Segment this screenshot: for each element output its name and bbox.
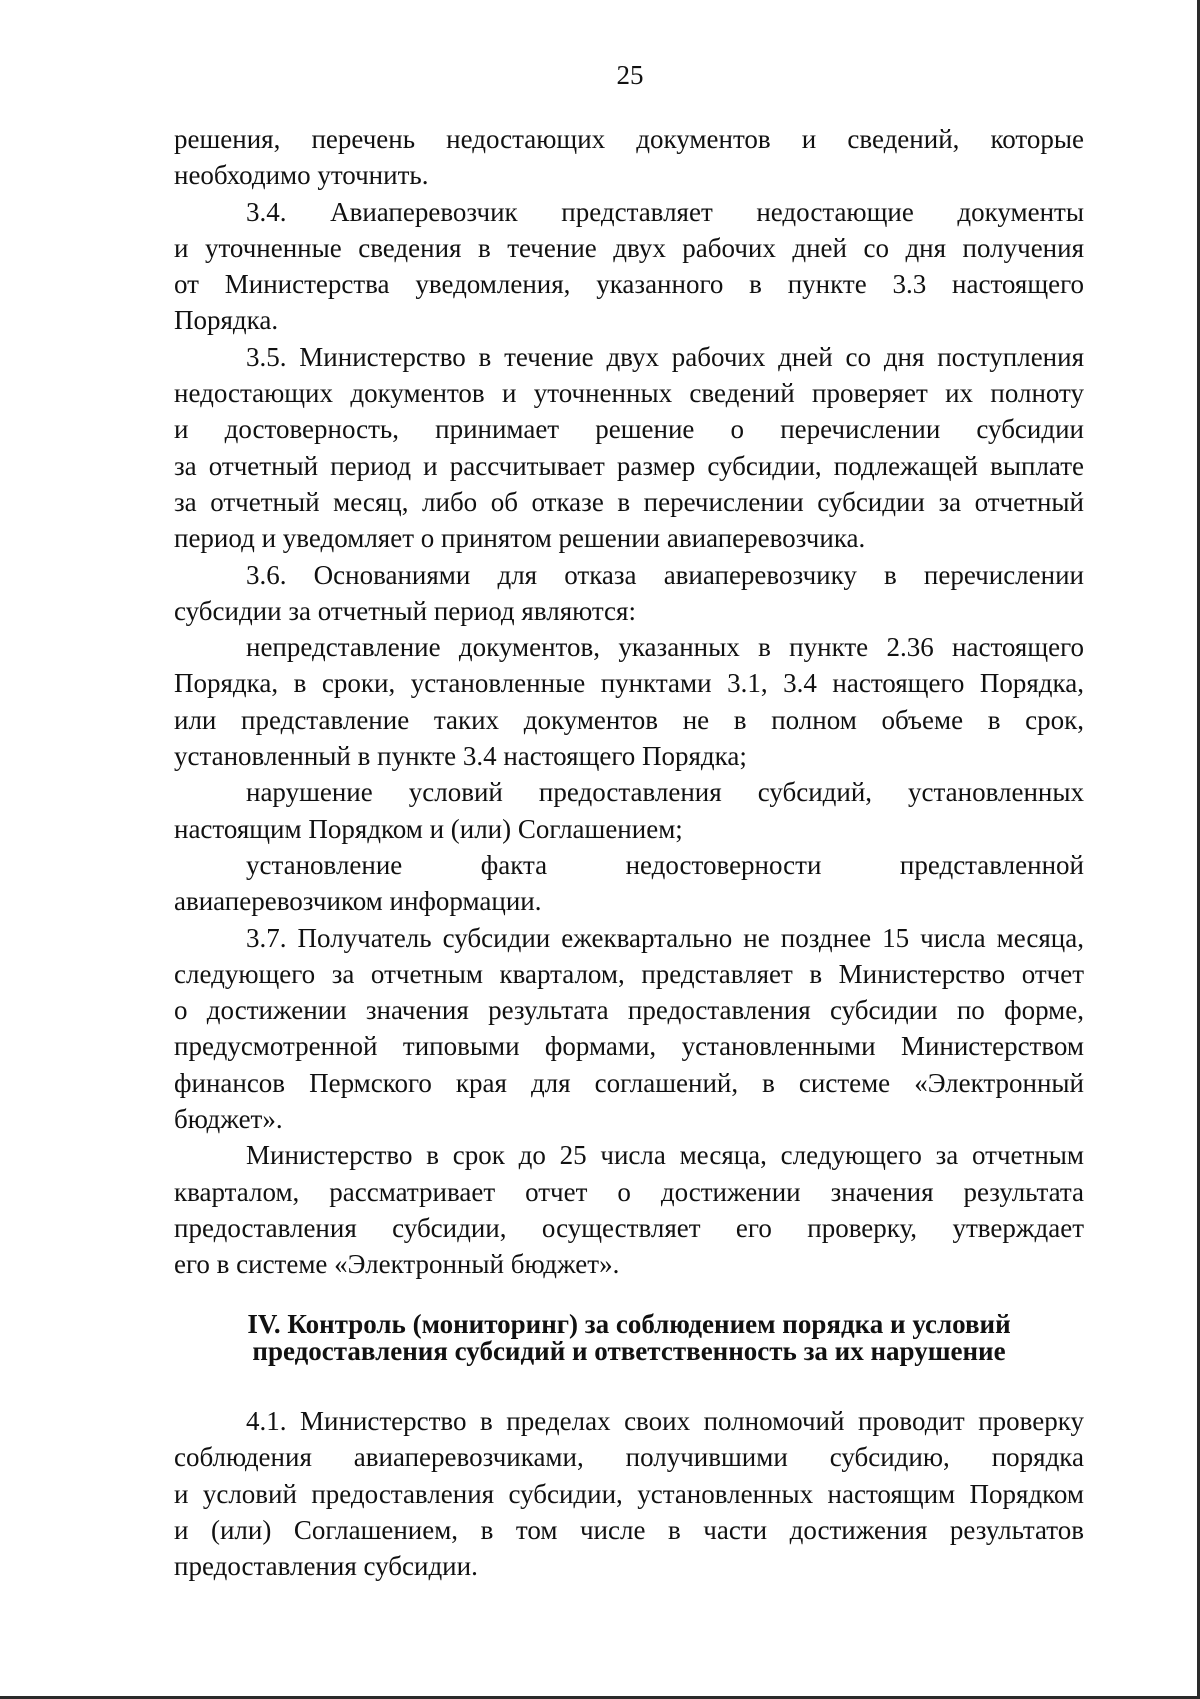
text-line: 3.4. Авиаперевозчик представляет недостающие документы xyxy=(246,196,1084,227)
text-line: финансов Пермского края для соглашений, в системе «Электронный xyxy=(174,1067,1084,1098)
text-line: Министерство в срок до 25 числа месяца, следующего за отчетным xyxy=(246,1140,1084,1171)
text-line: предусмотренной типовыми формами, установленными Министерством xyxy=(174,1031,1084,1062)
text-line: и уточненные сведения в течение двух рабочих дней со дня получения xyxy=(174,232,1084,263)
text-line: установленный в пункте 3.4 настоящего Порядка; xyxy=(174,741,747,772)
text-line: установление факта недостоверности представленной xyxy=(246,849,1084,880)
text-line: 3.6. Основаниями для отказа авиаперевозчику в перечислении xyxy=(246,559,1084,590)
text-line: предоставления субсидии. xyxy=(174,1551,478,1582)
text-line: за отчетный период и рассчитывает размер субсидии, подлежащей выплате xyxy=(174,450,1084,481)
text-line: предоставления субсидии, осуществляет его проверку, утверждает xyxy=(174,1212,1084,1243)
text-line: субсидии за отчетный период являются: xyxy=(174,595,636,626)
text-line: бюджет». xyxy=(174,1104,283,1135)
text-line: и условий предоставления субсидии, установленных настоящим Порядком xyxy=(174,1478,1084,1509)
text-line: от Министерства уведомления, указанного в пункте 3.3 настоящего xyxy=(174,269,1084,300)
text-line: 3.7. Получатель субсидии ежеквартально не позднее 15 числа месяца, xyxy=(246,922,1084,953)
text-line: его в системе «Электронный бюджет». xyxy=(174,1249,620,1280)
text-line: соблюдения авиаперевозчиками, получившими субсидию, порядка xyxy=(174,1442,1084,1473)
text-line: и (или) Соглашением, в том числе в части достижения результатов xyxy=(174,1514,1084,1545)
text-line: за отчетный месяц, либо об отказе в перечислении субсидии за отчетный xyxy=(174,486,1084,517)
text-line: авиаперевозчиком информации. xyxy=(174,886,542,917)
text-line: настоящим Порядком и (или) Соглашением; xyxy=(174,813,683,844)
text-line: следующего за отчетным кварталом, представляет в Министерство отчет xyxy=(174,958,1084,989)
section-3-body xyxy=(174,121,1084,1283)
heading-line: IV. Контроль (мониторинг) за соблюдением порядка и условий xyxy=(247,1309,1011,1339)
text-line: и достоверность, принимает решение о перечислении субсидии xyxy=(174,414,1084,445)
page-number: 25 xyxy=(616,60,644,90)
heading-line: предоставления субсидий и ответственность за их нарушение xyxy=(252,1336,1006,1366)
text-line: о достижении значения результата предоставления субсидии по форме, xyxy=(174,995,1084,1026)
text-line: или представление таких документов не в полном объеме в срок, xyxy=(174,704,1084,735)
section-4-heading xyxy=(174,1311,1084,1365)
text-line: Порядка. xyxy=(174,305,279,336)
text-line: непредставление документов, указанных в пункте 2.36 настоящего xyxy=(246,632,1084,663)
text-line: 3.5. Министерство в течение двух рабочих дней со дня поступления xyxy=(246,341,1084,372)
text-line: 4.1. Министерство в пределах своих полномочий проводит проверку xyxy=(246,1406,1084,1436)
text-line: необходимо уточнить. xyxy=(174,160,429,191)
text-line: кварталом, рассматривает отчет о достижении значения результата xyxy=(174,1176,1084,1207)
text-line: нарушение условий предоставления субсидий, установленных xyxy=(246,777,1084,808)
text-line: период и уведомляет о принятом решении авиаперевозчика. xyxy=(174,523,866,554)
text-line: Порядка, в сроки, установленные пунктами 3.1, 3.4 настоящего Порядка, xyxy=(174,668,1084,699)
text-line: решения, перечень недостающих документов и сведений, которые xyxy=(174,124,1084,154)
section-4-body xyxy=(174,1403,1084,1584)
text-line: недостающих документов и уточненных сведений проверяет их полноту xyxy=(174,378,1084,409)
